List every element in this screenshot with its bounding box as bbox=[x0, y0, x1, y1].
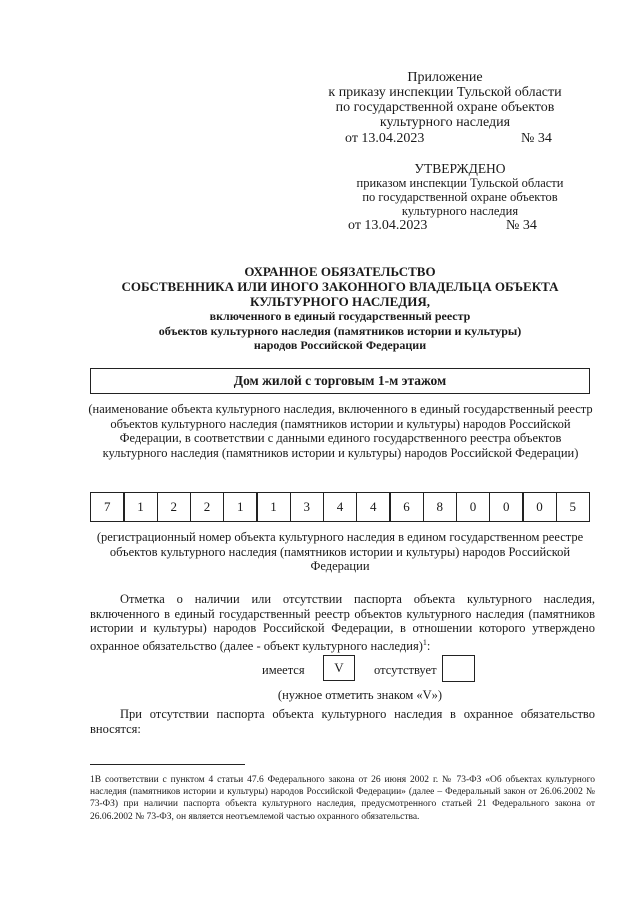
approved-date: от 13.04.2023 bbox=[348, 218, 428, 233]
mark-note: (нужное отметить знаком «V») bbox=[277, 688, 443, 702]
annex-block bbox=[300, 70, 590, 130]
reg-number-caption: (регистрационный номер объекта культурного наследия в едином государственном реестре объектов культурного наследия (памятников истории и культуры) народов Российской Федерации bbox=[96, 530, 584, 574]
has-passport-label: имеется bbox=[262, 663, 305, 677]
annex-line: Приложение bbox=[407, 70, 483, 85]
no-passport-label: отсутствует bbox=[374, 663, 437, 677]
title-line: включенного в единый государственный реестр bbox=[209, 309, 471, 323]
reg-digit-cell: 4 bbox=[356, 492, 391, 522]
passport-text: Отметка о наличии или отсутствии паспорта объекта культурного наследия, включенного в единый государственный реестр объектов культурного наследия (памятников истории и культуры) народов Российской Федерации, в отношении которого утверждено охранное обязательство (далее - объект культурного наследия) bbox=[90, 592, 595, 654]
reg-digit-cell: 2 bbox=[157, 492, 192, 522]
title-line: ОХРАННОЕ ОБЯЗАТЕЛЬСТВО bbox=[244, 264, 436, 279]
annex-date-number bbox=[345, 131, 565, 147]
has-passport-checkbox[interactable]: V bbox=[323, 655, 355, 681]
reg-digit-cell: 1 bbox=[256, 492, 291, 522]
annex-line: культурного наследия bbox=[379, 115, 511, 130]
reg-digit-cell: 0 bbox=[489, 492, 524, 522]
title-line: КУЛЬТУРНОГО НАСЛЕДИЯ, bbox=[250, 294, 430, 309]
reg-digit-cell: 1 bbox=[223, 492, 258, 522]
annex-line: по государственной охране объектов bbox=[335, 100, 555, 115]
object-name-box: Дом жилой с торговым 1-м этажом bbox=[90, 368, 590, 394]
footnote-mark[interactable]: 1 bbox=[422, 638, 427, 648]
reg-digit-cell: 0 bbox=[456, 492, 491, 522]
registration-number-row bbox=[90, 492, 590, 522]
passport-paragraph bbox=[90, 592, 595, 654]
approved-date-number bbox=[348, 218, 548, 234]
footnote-text: 1В соответствии с пунктом 4 статьи 47.6 Федерального закона от 26 июня 2002 г. № 73-ФЗ «Об объектах культурного наследия (памятников истории и культуры) народов Российской Федерации» (далее – Федеральный закон от 26.06.2002 № 73-ФЗ) при наличии паспорта объекта культурного наследия, предусмотренного статьей 21 Федерального закона от 26.06.2002 № 73-ФЗ, он является неотъемлемой частью охранного обязательства. bbox=[90, 775, 595, 822]
passport-colon: : bbox=[426, 639, 431, 654]
approved-line: культурного наследия bbox=[401, 204, 519, 218]
approved-line: УТВЕРЖДЕНО bbox=[414, 161, 506, 176]
approved-line: по государственной охране объектов bbox=[362, 190, 558, 204]
title-line: народов Российской Федерации bbox=[253, 338, 427, 352]
approved-block bbox=[330, 162, 590, 218]
approved-line: приказом инспекции Тульской области bbox=[356, 176, 564, 190]
reg-digit-cell: 2 bbox=[190, 492, 225, 522]
reg-digit-cell: 1 bbox=[123, 492, 158, 522]
reg-digit-cell: 5 bbox=[556, 492, 591, 522]
title-line: СОБСТВЕННИКА ИЛИ ИНОГО ЗАКОННОГО ВЛАДЕЛЬЦА ОБЪЕКТА bbox=[121, 279, 559, 294]
reg-digit-cell: 6 bbox=[389, 492, 424, 522]
annex-line: к приказу инспекции Тульской области bbox=[328, 85, 562, 100]
no-passport-checkbox[interactable] bbox=[442, 655, 475, 682]
document-title bbox=[80, 264, 600, 353]
approved-number: № 34 bbox=[506, 218, 537, 233]
absence-paragraph: При отсутствии паспорта объекта культурного наследия в охранное обязательство вносятся: bbox=[90, 707, 595, 736]
title-line: объектов культурного наследия (памятников истории и культуры) bbox=[158, 323, 522, 338]
reg-digit-cell: 0 bbox=[522, 492, 557, 522]
annex-number: № 34 bbox=[521, 131, 552, 146]
footnote-divider bbox=[90, 764, 245, 765]
reg-digit-cell: 3 bbox=[290, 492, 325, 522]
reg-digit-cell: 7 bbox=[90, 492, 125, 522]
reg-digit-cell: 8 bbox=[423, 492, 458, 522]
reg-digit-cell: 4 bbox=[323, 492, 358, 522]
object-name-caption: (наименование объекта культурного наследия, включенного в единый государственный реестр объектов культурного наследия (памятников истории и культуры) народов Российской Федерации, в соответствии с данными единого государственного реестра объектов культурного наследия (памятников истории и культуры) народов Российской Федерации) bbox=[88, 402, 593, 461]
annex-date: от 13.04.2023 bbox=[345, 131, 425, 146]
